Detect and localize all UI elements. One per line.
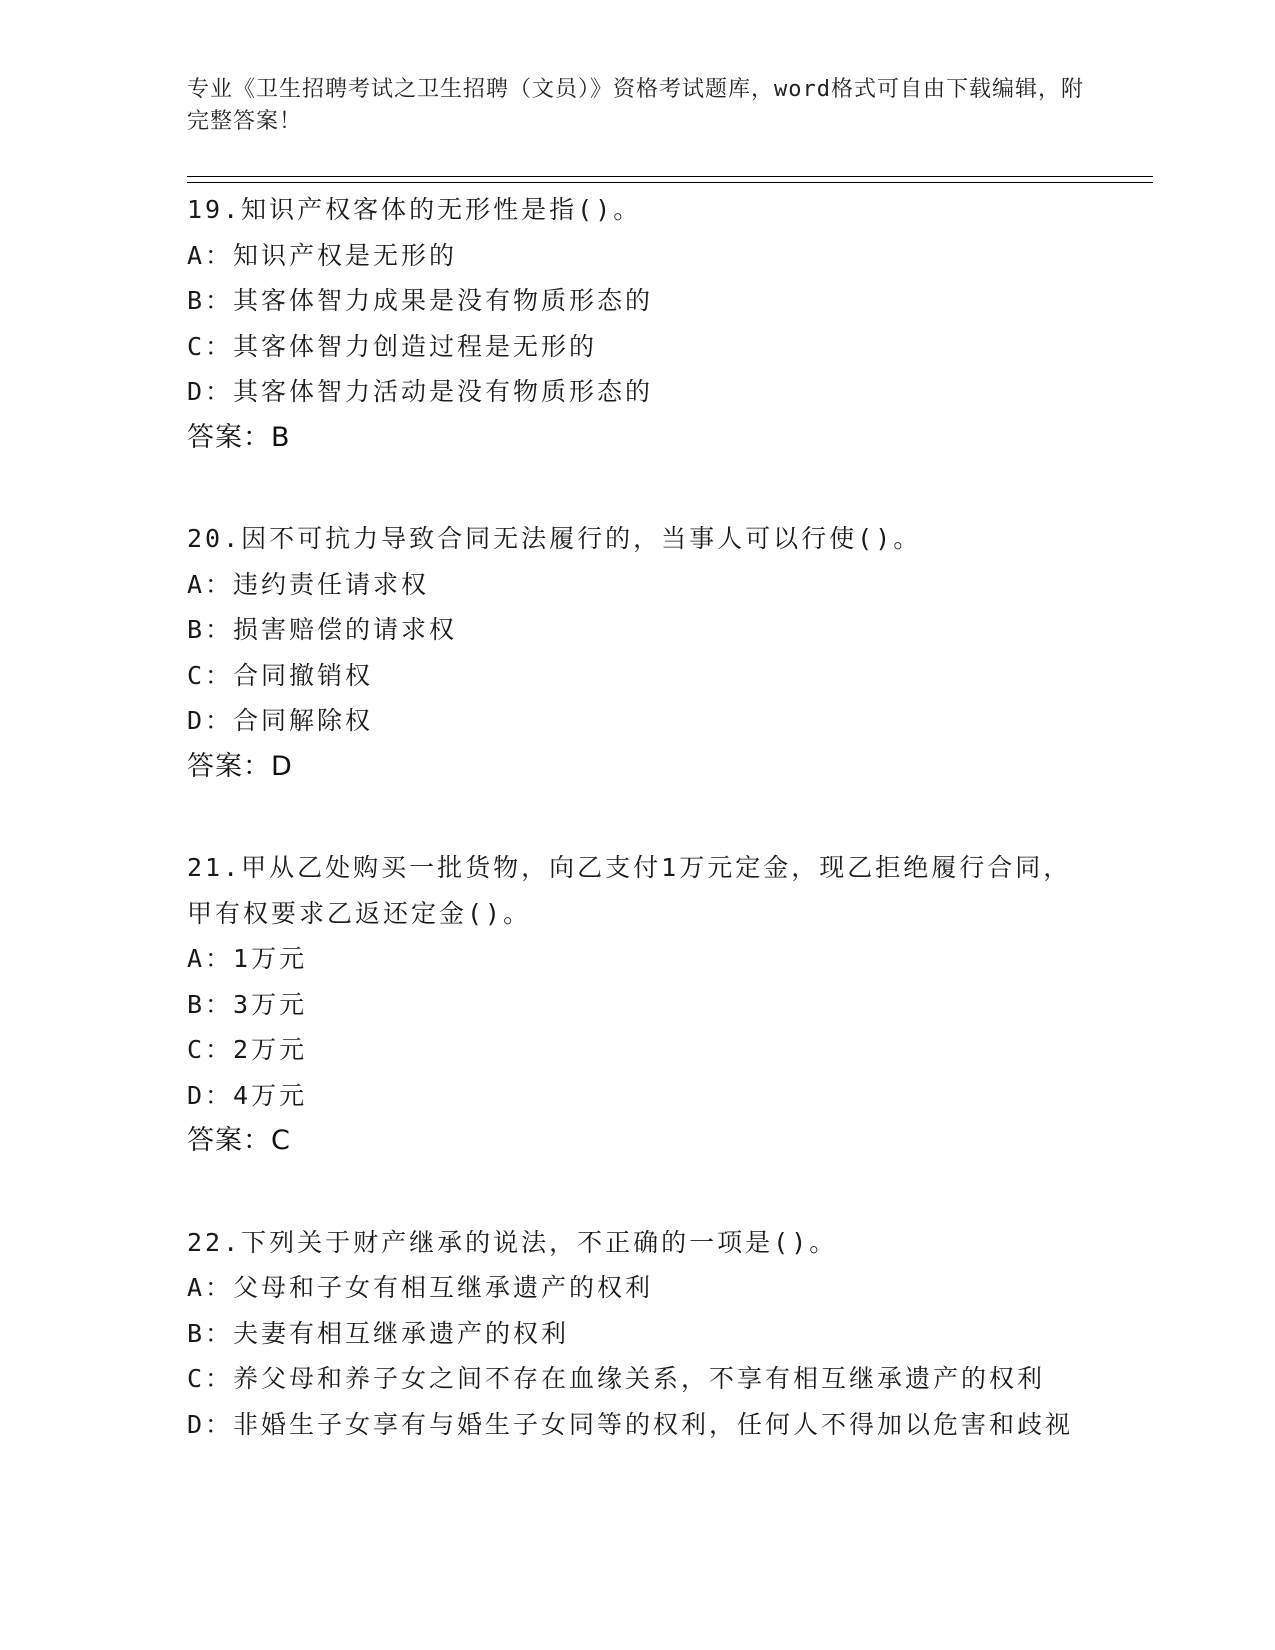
question-stem: 21.甲从乙处购买一批货物，向乙支付1万元定金，现乙拒绝履行合同，甲有权要求乙返还定金()。: [187, 853, 1072, 928]
option-d: D：合同解除权: [187, 706, 374, 735]
question-list: [187, 187, 1087, 1503]
answer-label: 答案：C: [187, 1125, 291, 1156]
answer-label: 答案：B: [187, 421, 291, 453]
option-c: C：合同撤销权: [187, 660, 374, 690]
option-d: D：非婚生子女享有与婚生子女同等的权利，任何人不得加以危害和歧视: [187, 1409, 1074, 1439]
question-stem: 20.因不可抗力导致合同无法履行的，当事人可以行使()。: [187, 524, 922, 553]
option-c: C：养父母和养子女之间不存在血缘关系，不享有相互继承遗产的权利: [187, 1364, 1046, 1393]
question-22: [187, 1220, 1087, 1448]
option-c: C：2万元: [187, 1035, 308, 1064]
option-c: C：其客体智力创造过程是无形的: [187, 331, 598, 361]
answer-label: 答案：D: [187, 750, 293, 782]
header-divider-bottom: [187, 182, 1153, 183]
question-20: [187, 516, 1087, 789]
option-b: B：损害赔偿的请求权: [187, 615, 458, 644]
option-b: B：夫妻有相互继承遗产的权利: [187, 1318, 570, 1348]
option-d: D：其客体智力活动是没有物质形态的: [187, 377, 654, 406]
option-a: A：知识产权是无形的: [187, 240, 458, 270]
option-a: A：父母和子女有相互继承遗产的权利: [187, 1273, 654, 1302]
option-b: B：3万元: [187, 989, 308, 1019]
document-header: 专业《卫生招聘考试之卫生招聘（文员）》资格考试题库，word格式可自由下载编辑，附完整答案！: [187, 77, 1084, 134]
option-a: A：违约责任请求权: [187, 569, 430, 599]
option-b: B：其客体智力成果是没有物质形态的: [187, 286, 654, 315]
question-stem: 22.下列关于财产继承的说法，不正确的一项是()。: [187, 1227, 838, 1257]
question-19: [187, 187, 1087, 460]
question-stem: 19.知识产权客体的无形性是指()。: [187, 195, 642, 224]
option-d: D：4万元: [187, 1080, 308, 1110]
header-divider-top: [187, 176, 1153, 177]
option-a: A：1万元: [187, 944, 308, 973]
question-21: [187, 845, 1087, 1164]
